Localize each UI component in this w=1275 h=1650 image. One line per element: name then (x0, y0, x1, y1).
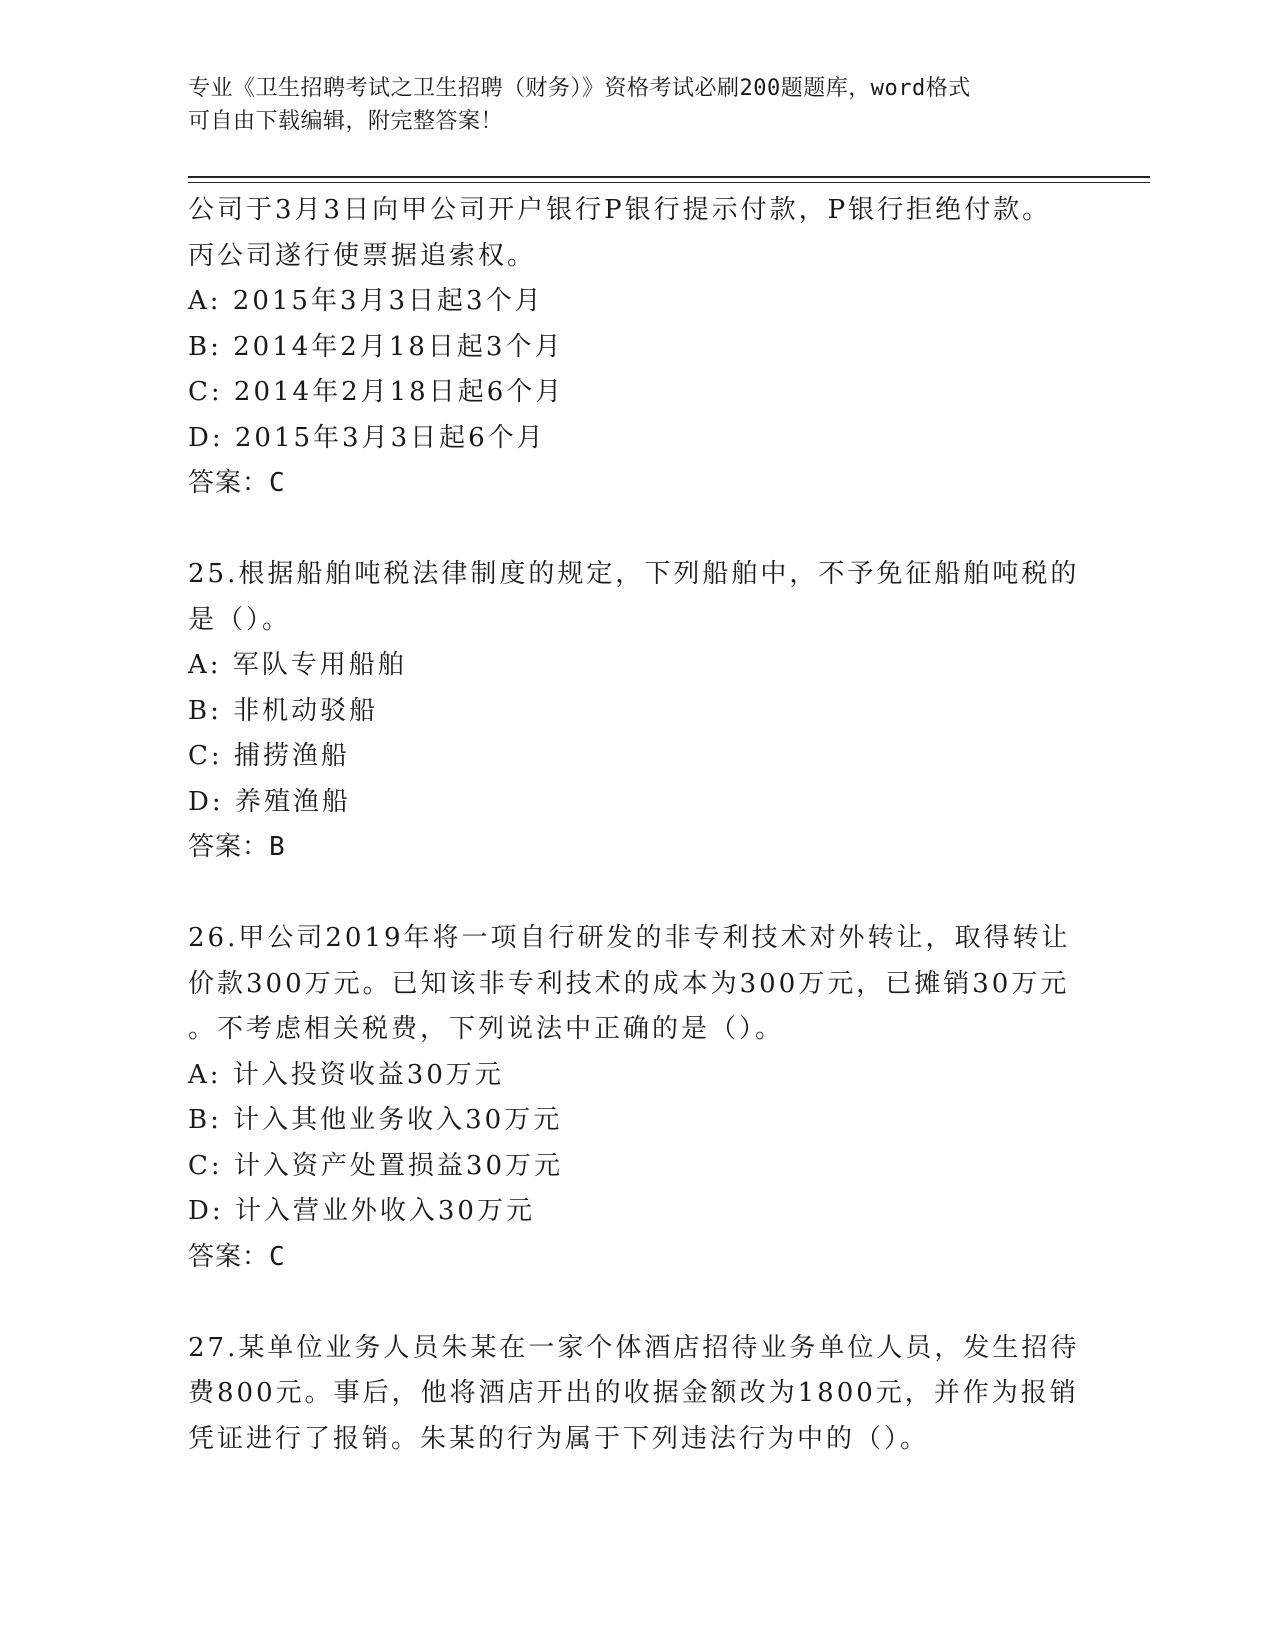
option-c: C: 2014年2月18日起6个月 (188, 377, 565, 407)
question-text-line: 。不考虑相关税费，下列说法中正确的是（）。 (188, 1014, 785, 1044)
option-b: B: 2014年2月18日起3个月 (188, 331, 564, 362)
option-d: D: 养殖渔船 (188, 786, 351, 817)
question-text-line: 是（）。 (188, 604, 292, 635)
option-b: B: 计入其他业务收入30万元 (188, 1105, 563, 1135)
question-25 (188, 552, 1088, 871)
option-d: D: 2015年3月3日起6个月 (188, 422, 546, 453)
option-a: A: 2015年3月3日起3个月 (188, 286, 544, 316)
option-d: D: 计入营业外收入30万元 (188, 1196, 535, 1226)
question-27 (188, 1326, 1088, 1463)
question-text-line: 25.根据船舶吨税法律制度的规定，下列船舶中，不予免征船舶吨税的 (188, 559, 1080, 589)
question-text-line: 丙公司遂行使票据追索权。 (188, 240, 537, 271)
header-rule-thin (188, 182, 1150, 183)
question-text-line: 26.甲公司2019年将一项自行研发的非专利技术对外转让，取得转让 (188, 923, 1071, 953)
option-a: A: 计入投资收益30万元 (188, 1059, 504, 1090)
question-text-line: 费800元。事后，他将酒店开出的收据金额改为1800元，并作为报销 (188, 1378, 1079, 1408)
option-b: B: 非机动驳船 (188, 695, 379, 726)
option-c: C: 计入资产处置损益30万元 (188, 1150, 564, 1181)
document-header (188, 72, 1068, 138)
question-26 (188, 916, 1088, 1280)
question-24-continuation (188, 188, 1088, 507)
question-text-line: 凭证进行了报销。朱某的行为属于下列违法行为中的（）。 (188, 1423, 930, 1454)
option-a: A: 军队专用船舶 (188, 650, 407, 680)
header-line-2: 可自由下载编辑，附完整答案！ (188, 109, 504, 134)
answer: 答案：B (188, 832, 286, 862)
answer: 答案：C (188, 468, 286, 498)
document-body (188, 188, 1088, 1462)
header-rule-thick (188, 176, 1150, 178)
header-line-1: 专业《卫生招聘考试之卫生招聘（财务）》资格考试必刷200题题库，word格式 (188, 76, 971, 101)
question-text-line: 27.某单位业务人员朱某在一家个体酒店招待业务单位人员，发生招待 (188, 1332, 1080, 1363)
question-text-line: 价款300万元。已知该非专利技术的成本为300万元，已摊销30万元 (188, 968, 1070, 999)
option-c: C: 捕捞渔船 (188, 741, 350, 771)
question-text-line: 公司于3月3日向甲公司开户银行P银行提示付款，P银行拒绝付款。 (188, 195, 1052, 225)
answer: 答案：C (188, 1241, 286, 1272)
